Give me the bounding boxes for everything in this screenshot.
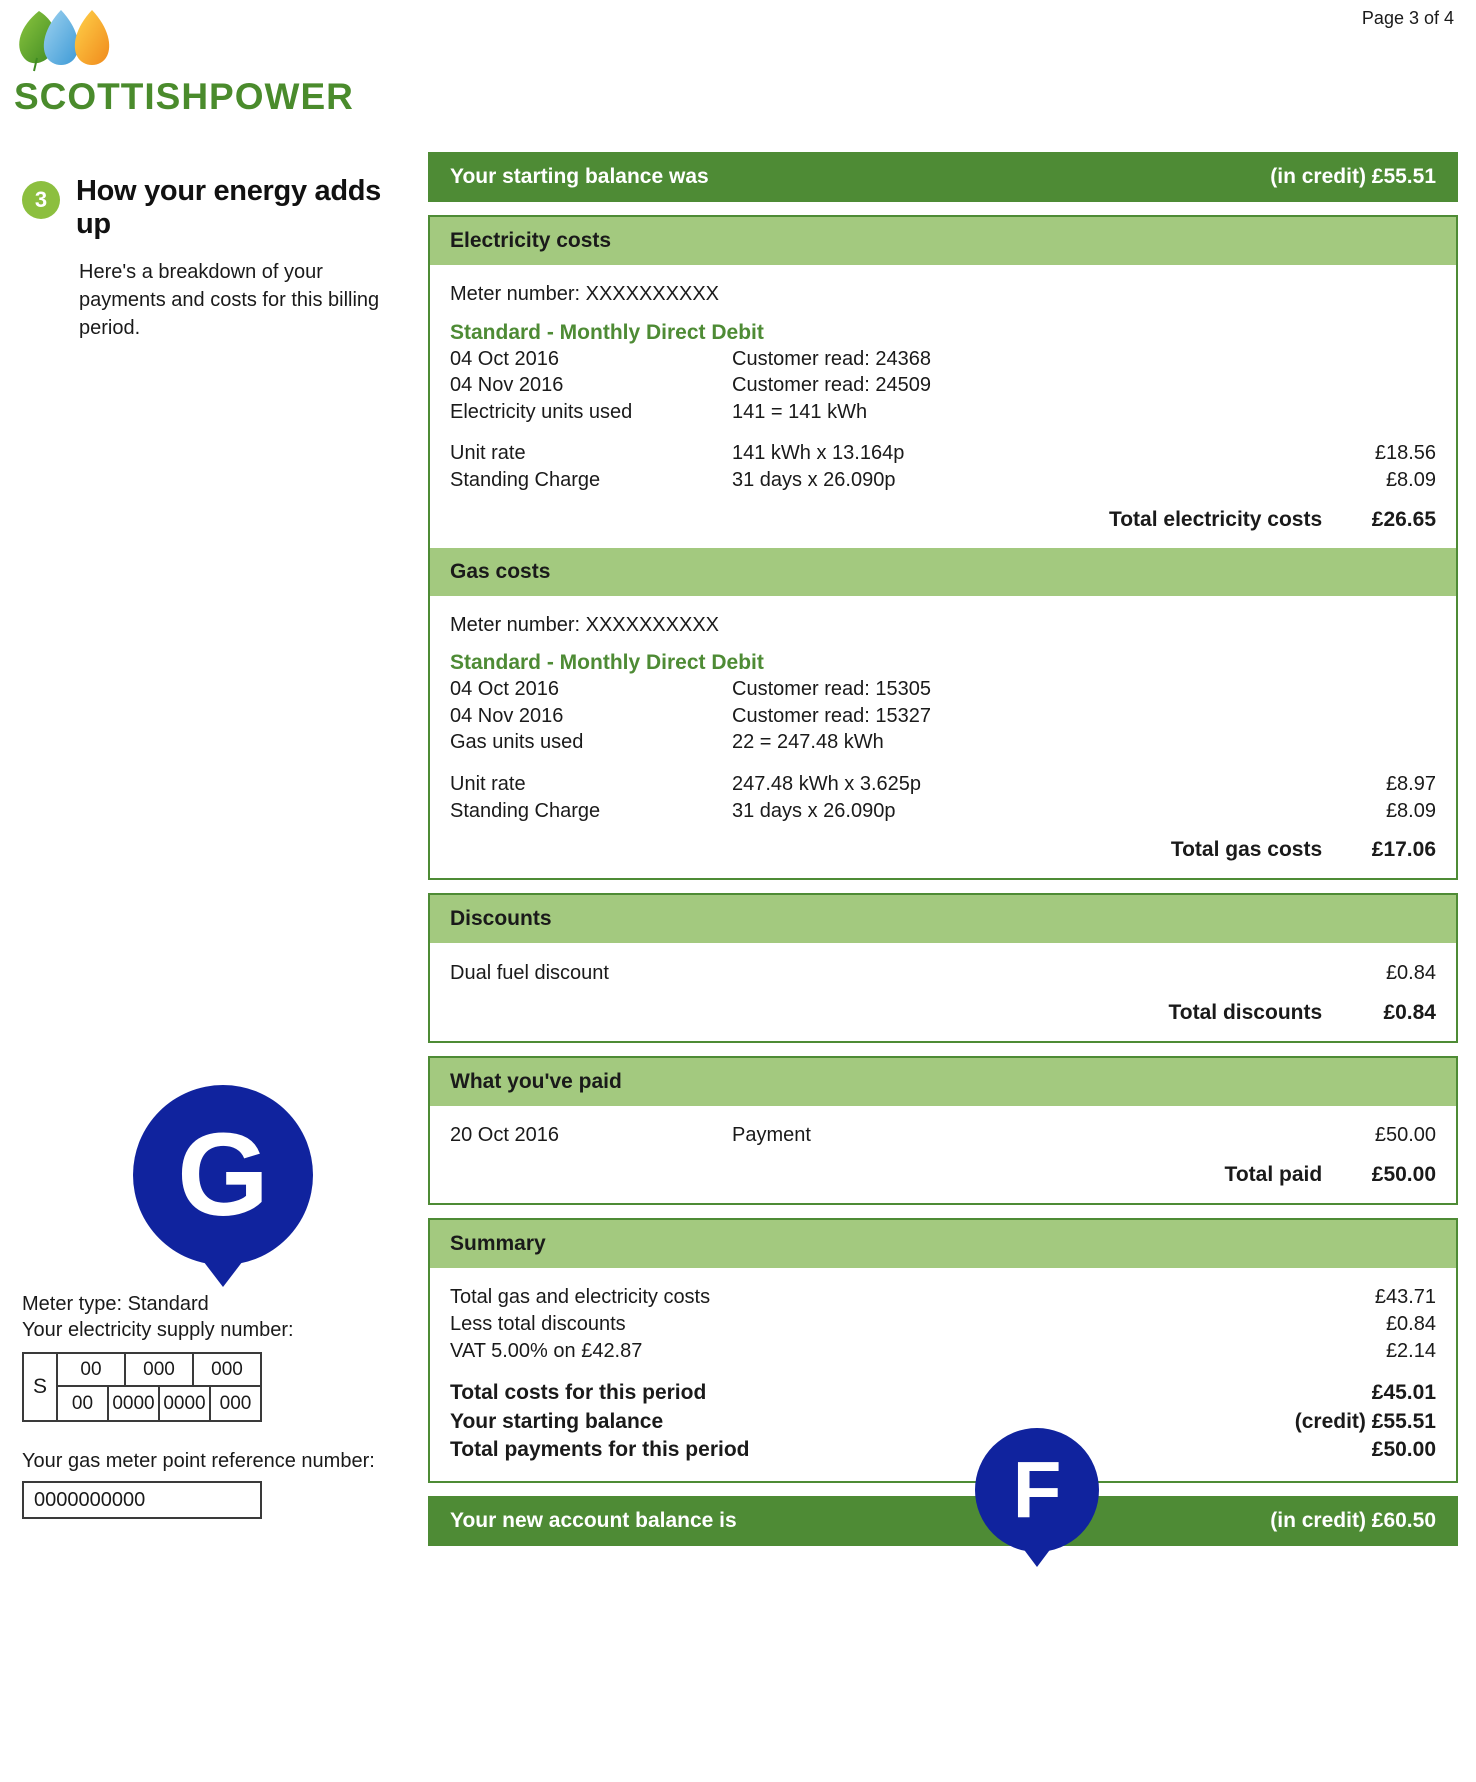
final-marker-letter: F [1012, 1445, 1062, 1534]
gas-charge-row [450, 771, 1436, 798]
payments-heading: What you've paid [430, 1058, 1456, 1106]
units-label: Gas units used [450, 731, 584, 754]
payments-total-amount: £50.00 [1371, 1162, 1436, 1186]
read-date: 04 Nov 2016 [450, 704, 564, 727]
electricity-tariff: Standard - Monthly Direct Debit [450, 320, 764, 344]
supply-cell: 000 [126, 1354, 194, 1385]
gas-units-row [450, 729, 1436, 756]
discounts-body [430, 943, 1456, 1041]
electricity-meter-number: Meter number: XXXXXXXXXX [450, 283, 720, 305]
brand-name: SCOTTISHPOWER [14, 76, 354, 117]
brand-logo [14, 8, 434, 118]
meter-details [22, 1293, 422, 1519]
charge-label: Standing Charge [450, 468, 601, 491]
units-value: 141 = 141 kWh [732, 400, 868, 423]
meter-type: Meter type: Standard [22, 1293, 209, 1315]
payments-total-label: Total paid [1224, 1162, 1323, 1186]
supply-row-top [58, 1354, 260, 1387]
supply-number-grid [22, 1352, 262, 1422]
payments-body [430, 1106, 1456, 1203]
summary-amount: £0.84 [1385, 1312, 1436, 1335]
units-value: 22 = 247.48 kWh [732, 731, 884, 754]
read-value: Customer read: 15305 [732, 678, 932, 701]
gas-tariff: Standard - Monthly Direct Debit [450, 651, 764, 675]
summary-row [450, 1284, 1436, 1311]
gas-reference-label: Your gas meter point reference number: [22, 1450, 375, 1472]
summary-total-amount: £50.00 [1371, 1438, 1436, 1462]
supply-cell: 0000 [160, 1387, 211, 1420]
discounts-block [428, 893, 1458, 1043]
electricity-total-amount: £26.65 [1371, 507, 1436, 531]
gas-total-label: Total gas costs [1170, 838, 1323, 862]
summary-total-label: Your starting balance [450, 1409, 664, 1433]
summary-label: Total gas and electricity costs [450, 1285, 711, 1308]
gas-costs-body [430, 596, 1456, 879]
electricity-costs-body [430, 265, 1456, 548]
electricity-total-row [450, 508, 1436, 532]
supply-cell: 000 [211, 1358, 243, 1380]
electricity-read-row [450, 372, 1436, 399]
summary-total-label: Total payments for this period [450, 1438, 750, 1462]
bill-breakdown [428, 152, 1458, 1546]
electricity-charge-row [450, 440, 1436, 467]
supply-cell: 00 [58, 1387, 109, 1420]
page-title: How your energy adds up [76, 175, 382, 241]
discount-row [450, 959, 1436, 987]
charge-detail: 31 days x 26.090p [732, 468, 896, 491]
gas-total-amount: £17.06 [1371, 838, 1436, 862]
electricity-charge-row [450, 467, 1436, 494]
charge-label: Standing Charge [450, 799, 601, 822]
read-date: 04 Oct 2016 [450, 678, 559, 701]
gas-total-row [450, 838, 1436, 862]
electricity-total-label: Total electricity costs [1108, 507, 1323, 531]
read-value: Customer read: 24509 [732, 374, 932, 397]
summary-amount: £2.14 [1385, 1340, 1436, 1363]
charge-detail: 141 kWh x 13.164p [732, 442, 905, 465]
gas-reference-value: 0000000000 [22, 1481, 262, 1519]
discounts-heading: Discounts [430, 895, 1456, 943]
gas-read-row [450, 676, 1436, 703]
gas-marker-letter: G [177, 1109, 269, 1241]
charge-label: Unit rate [450, 772, 526, 795]
starting-balance-amount: (in credit) £55.51 [1270, 165, 1436, 188]
charge-label: Unit rate [450, 442, 526, 465]
payments-total-row [450, 1163, 1436, 1187]
charge-amount: £8.97 [1385, 772, 1436, 795]
summary-row [450, 1338, 1436, 1365]
starting-balance-label: Your starting balance was [450, 165, 709, 188]
read-value: Customer read: 24368 [732, 347, 932, 370]
new-balance-label: Your new account balance is [450, 1508, 737, 1532]
summary-amount: £43.71 [1374, 1285, 1436, 1308]
payment-label: Payment [732, 1124, 811, 1147]
charge-amount: £18.56 [1374, 442, 1436, 465]
read-date: 04 Nov 2016 [450, 374, 564, 397]
discounts-total-label: Total discounts [1168, 1001, 1323, 1025]
section-intro [22, 175, 422, 343]
summary-label: Less total discounts [450, 1312, 626, 1335]
summary-body [430, 1268, 1456, 1481]
summary-row [450, 1311, 1436, 1338]
read-value: Customer read: 15327 [732, 704, 932, 727]
payment-row [450, 1122, 1436, 1149]
electricity-costs-heading: Electricity costs [430, 217, 1456, 265]
discounts-total-row [450, 1001, 1436, 1025]
starting-balance-bar [428, 152, 1458, 202]
gas-charge-row [450, 798, 1436, 825]
charge-amount: £8.09 [1385, 799, 1436, 822]
supply-cell: 0000 [109, 1387, 160, 1420]
charge-detail: 31 days x 26.090p [732, 799, 896, 822]
summary-block [428, 1218, 1458, 1483]
gas-meter-number: Meter number: XXXXXXXXXX [450, 613, 720, 636]
section-number-badge: 3 [22, 181, 60, 219]
energy-costs-block [428, 215, 1458, 880]
section-description: Here's a breakdown of your payments and costs for this billing period. [79, 260, 380, 340]
electricity-read-row [450, 346, 1436, 373]
charge-detail: 247.48 kWh x 3.625p [732, 772, 922, 795]
discount-amount: £0.84 [1385, 962, 1436, 985]
supply-number-label: Your electricity supply number: [22, 1319, 294, 1341]
payments-block [428, 1056, 1458, 1205]
discount-label: Dual fuel discount [450, 962, 609, 985]
payment-date: 20 Oct 2016 [450, 1124, 559, 1147]
units-label: Electricity units used [450, 400, 633, 423]
page-number: Page 3 of 4 [1361, 8, 1454, 28]
supply-prefix: S [24, 1354, 58, 1420]
summary-total-amount: £45.01 [1371, 1381, 1436, 1405]
supply-row-bottom [58, 1387, 260, 1420]
payment-amount: £50.00 [1374, 1124, 1436, 1147]
summary-heading: Summary [430, 1220, 1456, 1268]
summary-total-row [450, 1379, 1436, 1408]
new-balance-amount: (in credit) £60.50 [1270, 1508, 1436, 1532]
gas-costs-heading: Gas costs [430, 548, 1456, 596]
section-heading [22, 175, 422, 242]
supply-cell: 00 [58, 1354, 126, 1385]
summary-total-label: Total costs for this period [450, 1381, 707, 1405]
summary-total-row [450, 1436, 1436, 1465]
summary-label: VAT 5.00% on £42.87 [450, 1340, 643, 1363]
charge-amount: £8.09 [1385, 468, 1436, 491]
read-date: 04 Oct 2016 [450, 347, 559, 370]
new-balance-bar [428, 1496, 1458, 1546]
electricity-units-row [450, 399, 1436, 426]
logo-marks-icon [14, 8, 144, 72]
summary-total-row [450, 1408, 1436, 1437]
summary-total-amount: (credit) £55.51 [1294, 1409, 1436, 1433]
gas-read-row [450, 703, 1436, 730]
final-marker-pin [975, 1428, 1099, 1552]
supply-cell: 000 [219, 1392, 252, 1414]
discounts-total-amount: £0.84 [1383, 1001, 1436, 1025]
gas-marker-pin [133, 1085, 313, 1265]
